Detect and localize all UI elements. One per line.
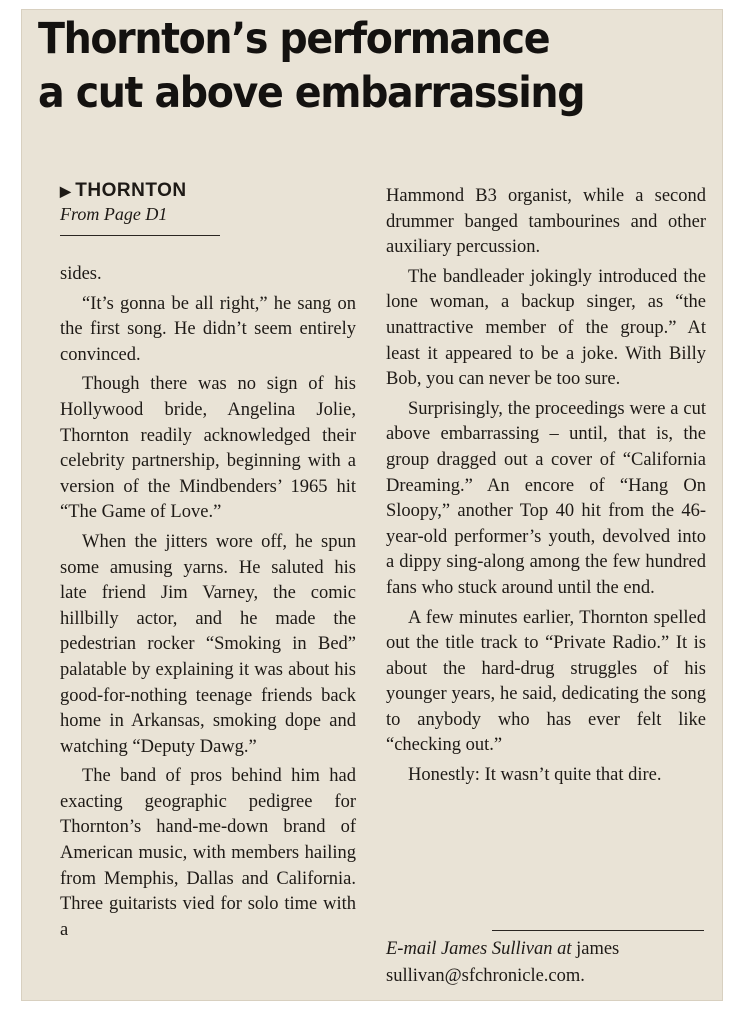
article-column-right xyxy=(386,184,706,789)
jump-reference xyxy=(60,180,220,236)
author-email: james sullivan@sfchronicle.com. xyxy=(386,939,620,986)
headline-line-1: Thornton’s performance xyxy=(38,14,550,64)
paragraph: “It’s gonna be all right,” he sang on the first song. He didn’t seem entirely convinced. xyxy=(60,293,356,365)
author-credit xyxy=(386,936,706,990)
paragraph: A few minutes earlier, Thornton spelled out the title track to “Private Radio.” It is about the hard-drug struggles of his younger years, he said, dedicating the song to anybody who has ever felt like “checking out.” xyxy=(386,607,706,756)
paragraph: sides. xyxy=(60,264,102,284)
paragraph: The band of pros behind him had exacting geographic pedigree for Thornton’s hand-me-down brand of American music, with members hailing from Memphis, Dallas and California. Three guitarists vied for solo time with a xyxy=(60,766,356,940)
triangle-right-icon: ▶ xyxy=(60,183,72,199)
jump-from-page: From Page D1 xyxy=(60,204,168,224)
jump-label: THORNTON xyxy=(75,180,187,201)
paragraph: When the jitters wore off, he spun some amusing yarns. He saluted his late friend Jim Varney, the comic hillbilly actor, and he made the pedestrian rocker “Smoking in Bed” palatable by explaining it was about his good-for-nothing teenage friends back home in Arkansas, smoking dope and watching “Deputy Dawg.” xyxy=(60,531,356,757)
divider xyxy=(492,930,704,931)
paragraph: Honestly: It wasn’t quite that dire. xyxy=(408,765,662,786)
credit-lead: E-mail James Sullivan at xyxy=(386,939,572,959)
paragraph: Surprisingly, the proceedings were a cut above embarrassing – until, that is, the group dragged out a cover of “California Dreaming.” An encore of “Hang On Sloopy,” another Top 40 hit from the 46-year-old performer’s youth, devolved into a dippy sing-along among the few hundred fans who stuck around until the end. xyxy=(386,398,706,598)
headline xyxy=(38,12,645,120)
paragraph: Hammond B3 organist, while a second drummer banged tambourines and other auxiliary percussion. xyxy=(386,186,706,258)
headline-line-2: a cut above embarrassing xyxy=(38,68,585,118)
paragraph: Though there was no sign of his Hollywood bride, Angelina Jolie, Thornton readily acknowledged their celebrity partnership, beginning with a version of the Mindbenders’ 1965 hit “The Game of Love.” xyxy=(60,374,356,523)
paragraph: The bandleader jokingly introduced the lone woman, a backup singer, as “the unattractive member of the group.” At least it appeared to be a joke. With Billy Bob, you can never be too sure. xyxy=(386,266,706,390)
article-column-left xyxy=(60,262,356,943)
